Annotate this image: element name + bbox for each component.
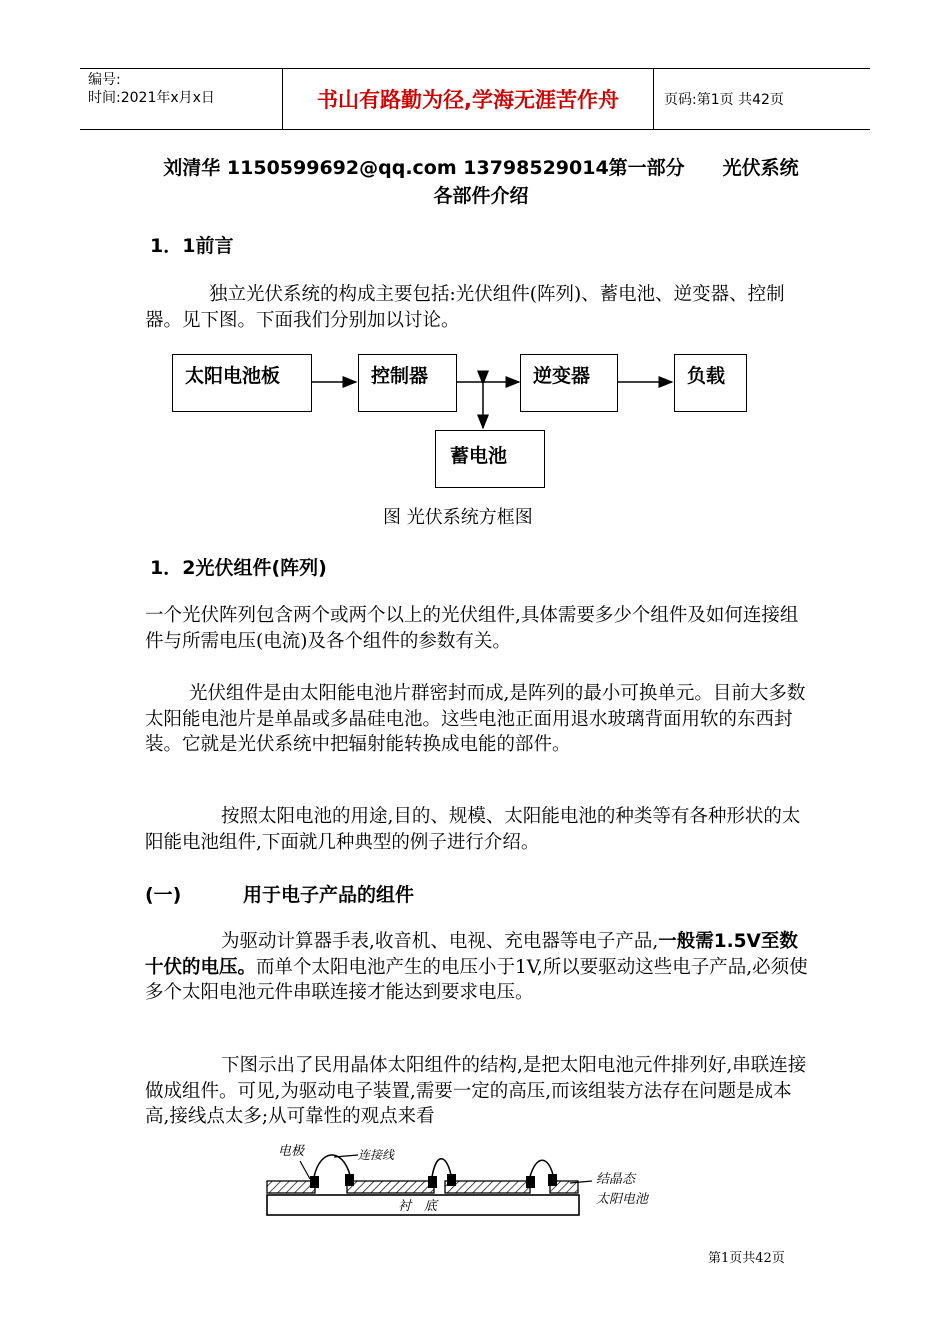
box-inverter xyxy=(520,354,618,412)
cell-strip xyxy=(267,1181,315,1193)
cell-strip xyxy=(445,1181,530,1193)
label-substrate: 衬 底 xyxy=(398,1199,438,1214)
electrode xyxy=(310,1176,319,1188)
label-electrode: 电极 xyxy=(278,1144,305,1159)
para-module: 光伏组件是由太阳能电池片群密封而成,是阵列的最小可换单元。目前大多数太阳能电池片是单晶或多晶硅电池。这些电池正面用退水玻璃背面用软的东西封装。它就是光伏系统中把辐射能转换成电能的部件。 xyxy=(145,683,806,755)
page-label: 页码:第1页 共42页 xyxy=(664,92,784,108)
box-solar-panel xyxy=(172,354,312,412)
number-label: 编号: xyxy=(88,72,121,88)
box-controller xyxy=(358,354,457,412)
title-line-1: 刘清华 1150599692@qq.com 13798529014第一部分 光伏系统 xyxy=(163,157,799,179)
title-line-2: 各部件介绍 xyxy=(433,185,529,207)
box-battery-label: 蓄电池 xyxy=(450,445,508,467)
box-load-label: 负载 xyxy=(687,365,726,387)
electrode xyxy=(526,1176,535,1188)
box-solar-panel-label: 太阳电池板 xyxy=(185,365,281,387)
leader-line xyxy=(300,1161,310,1179)
label-wire: 连接线 xyxy=(358,1148,395,1162)
box-battery xyxy=(435,430,545,488)
electrode xyxy=(447,1174,456,1186)
electrode xyxy=(548,1174,557,1186)
box-inverter-label: 逆变器 xyxy=(533,365,591,387)
para-electronics xyxy=(145,929,815,1006)
para-structure: 下图示出了民用晶体太阳组件的结构,是把太阳电池元件排列好,串联连接做成组件。可见,为驱动电子装置,需要一定的高压,而该组装方法存在问题是成本高,接线点太多;从可靠性的观点来看 xyxy=(145,1055,807,1127)
electrode xyxy=(428,1176,437,1188)
subsection-1-title: 用于电子产品的组件 xyxy=(243,884,415,906)
footer-page: 第1页共42页 xyxy=(708,1251,785,1266)
box-load xyxy=(674,354,747,412)
para-intro: 独立光伏系统的构成主要包括:光伏组件(阵列)、蓄电池、逆变器、控制器。见下图。下面我们分别加以讨论。 xyxy=(145,284,785,331)
module-structure-sketch xyxy=(250,1135,680,1230)
diagram-caption: 图 光伏系统方框图 xyxy=(383,507,533,528)
motto: 书山有路勤为径,学海无涯苦作舟 xyxy=(317,88,619,112)
para-shapes: 按照太阳电池的用途,目的、规模、太阳能电池的种类等有各种形状的太阳能电池组件,下面就几种典型的例子进行介绍。 xyxy=(145,806,801,853)
para-array: 一个光伏阵列包含两个或两个以上的光伏组件,具体需要多少个组件及如何连接组件与所需电压(电流)及各个组件的参数有关。 xyxy=(145,605,799,652)
para-electronics-bold: 一般需1.5V至数十伏的电压。 xyxy=(145,931,798,978)
box-controller-label: 控制器 xyxy=(371,365,429,387)
block-diagram-arrows xyxy=(0,0,950,500)
time-label: 时间:2021年x月x日 xyxy=(88,90,215,106)
heading-1-2: 1．2光伏组件(阵列) xyxy=(150,557,327,579)
connecting-wire xyxy=(314,1155,350,1177)
subsection-1-number: (一) xyxy=(145,884,182,906)
label-cell-2: 太阳电池 xyxy=(596,1192,649,1207)
para-electronics-a: 为驱动计算器手表,收音机、电视、充电器等电子产品, xyxy=(221,931,659,952)
heading-1-1: 1．1前言 xyxy=(150,235,234,257)
label-cell-1: 结晶态 xyxy=(596,1172,636,1187)
cell-strip xyxy=(347,1181,434,1193)
electrode xyxy=(345,1174,354,1186)
para-electronics-b: 而单个太阳电池产生的电压小于1V,所以要驱动这些电子产品,必须使多个太阳电池元件串联连接才能达到要求电压。 xyxy=(145,956,808,1003)
